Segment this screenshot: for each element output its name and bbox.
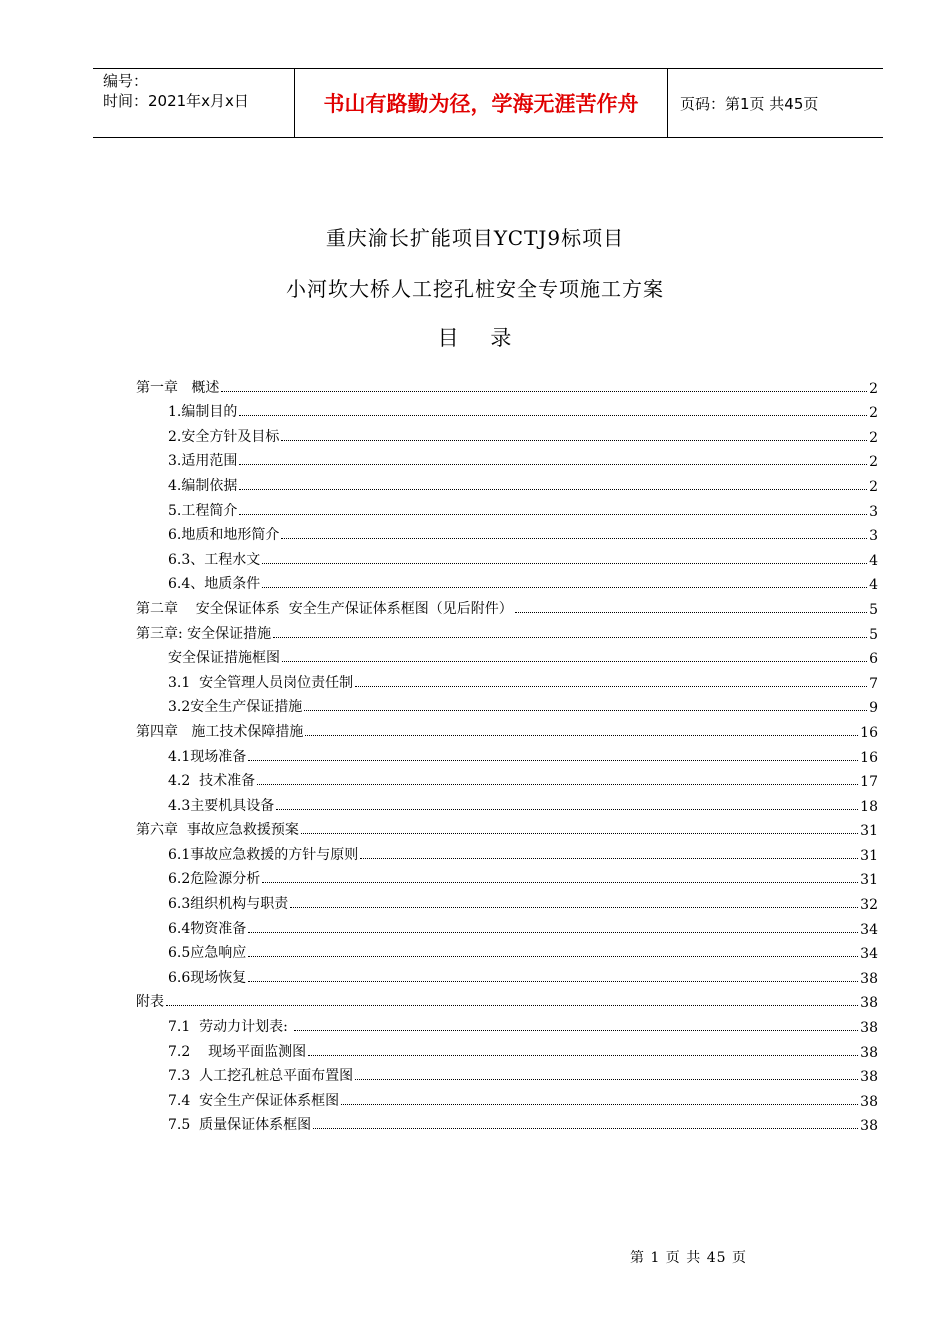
toc-leader-dots	[304, 709, 867, 711]
toc-entry[interactable]	[136, 888, 878, 913]
toc-leader-dots	[239, 463, 867, 465]
header-page-info: 页码：第1页 共45页	[680, 94, 819, 113]
toc-entry-page: 38	[860, 1020, 878, 1037]
toc-entry-page: 18	[860, 798, 878, 815]
toc-leader-dots	[248, 980, 858, 982]
toc-entry-label: 6.地质和地形简介	[168, 527, 280, 544]
toc-leader-dots	[239, 488, 867, 490]
toc-entry-page: 3	[869, 528, 878, 545]
toc-entry[interactable]	[136, 987, 878, 1012]
toc-leader-dots	[341, 1103, 858, 1105]
page-footer: 第 1 页 共 45 页	[630, 1250, 747, 1266]
toc-entry-label: 3.适用范围	[168, 453, 238, 470]
toc-entry-page: 34	[860, 921, 878, 938]
toc-entry[interactable]	[136, 1011, 878, 1036]
toc-entry-page: 5	[869, 601, 878, 618]
toc-entry-label: 第二章 安全保证体系 安全生产保证体系框图（见后附件）	[136, 600, 513, 617]
toc-entry-label: 4.2 技术准备	[168, 773, 256, 790]
toc-leader-dots	[282, 660, 867, 662]
toc-entry[interactable]	[136, 864, 878, 889]
toc-entry-page: 38	[860, 1118, 878, 1135]
toc-entry[interactable]	[136, 544, 878, 569]
toc-entry-label: 1.编制目的	[168, 404, 238, 421]
toc-entry[interactable]	[136, 839, 878, 864]
toc-leader-dots	[355, 1078, 858, 1080]
header-table	[93, 68, 883, 138]
toc-entry[interactable]	[136, 643, 878, 668]
toc-entry-label: 6.2危险源分析	[168, 871, 261, 888]
toc-entry-label: 6.1事故应急救援的方针与原则	[168, 846, 359, 863]
toc-leader-dots	[262, 562, 867, 564]
toc-entry-page: 38	[860, 1069, 878, 1086]
toc-entry-page: 4	[869, 577, 878, 594]
toc-entry-label: 4.3主要机具设备	[168, 797, 275, 814]
toc-entry[interactable]	[136, 372, 878, 397]
header-motto: 书山有路勤为径，学海无涯苦作舟	[295, 69, 668, 137]
toc-entry-label: 6.3组织机构与职责	[168, 896, 289, 913]
toc-entry-page: 31	[860, 823, 878, 840]
toc-entry[interactable]	[136, 520, 878, 545]
time-label: 时间：2021年x月x日	[103, 92, 249, 110]
toc-entry-page: 34	[860, 946, 878, 963]
toc-leader-dots	[273, 636, 867, 638]
toc-leader-dots	[515, 611, 867, 613]
document-title-line2: 小河坎大桥人工挖孔桩安全专项施工方案	[286, 277, 664, 301]
toc-entry-label: 6.3、工程水文	[168, 551, 261, 568]
toc-entry-label: 4.1现场准备	[168, 748, 247, 765]
table-of-contents	[136, 372, 878, 1134]
toc-entry[interactable]	[136, 1085, 878, 1110]
toc-entry-label: 第一章 概述	[136, 379, 220, 396]
toc-entry-page: 38	[860, 970, 878, 987]
toc-entry[interactable]	[136, 741, 878, 766]
toc-entry-page: 2	[869, 454, 878, 471]
toc-entry-label: 7.1 劳动力计划表:	[168, 1019, 293, 1036]
toc-entry-label: 第六章 事故应急救援预案	[136, 822, 299, 839]
toc-leader-dots	[276, 808, 858, 810]
toc-heading: 目 录	[437, 326, 513, 350]
toc-entry[interactable]	[136, 421, 878, 446]
toc-entry-page: 38	[860, 1044, 878, 1061]
toc-entry-label: 6.4、地质条件	[168, 576, 261, 593]
toc-entry-label: 第三章: 安全保证措施	[136, 625, 272, 642]
toc-entry-page: 16	[860, 724, 878, 741]
toc-entry-page: 2	[869, 405, 878, 422]
toc-entry-label: 7.2 现场平面监测图	[168, 1043, 307, 1060]
toc-entry-page: 3	[869, 503, 878, 520]
toc-entry-page: 2	[869, 380, 878, 397]
toc-entry-label: 5.工程简介	[168, 502, 238, 519]
toc-entry-label: 第四章 施工技术保障措施	[136, 723, 304, 740]
toc-entry-page: 4	[869, 552, 878, 569]
toc-entry-page: 7	[869, 675, 878, 692]
toc-entry[interactable]	[136, 913, 878, 938]
toc-entry-label: 6.5应急响应	[168, 945, 247, 962]
toc-entry[interactable]	[136, 1110, 878, 1135]
toc-leader-dots	[262, 881, 858, 883]
toc-leader-dots	[305, 734, 858, 736]
toc-entry[interactable]	[136, 1036, 878, 1061]
toc-entry-label: 3.1 安全管理人员岗位责任制	[168, 674, 354, 691]
toc-leader-dots	[301, 832, 858, 834]
toc-entry-page: 5	[869, 626, 878, 643]
toc-entry-page: 2	[869, 429, 878, 446]
toc-entry[interactable]	[136, 692, 878, 717]
toc-entry[interactable]	[136, 495, 878, 520]
toc-entry[interactable]	[136, 716, 878, 741]
toc-leader-dots	[248, 759, 858, 761]
toc-entry-page: 17	[860, 774, 878, 791]
toc-entry-label: 安全保证措施框图	[168, 650, 280, 667]
toc-leader-dots	[281, 439, 867, 441]
toc-leader-dots	[281, 537, 867, 539]
toc-entry-label: 6.4物资准备	[168, 920, 247, 937]
toc-entry[interactable]	[136, 397, 878, 422]
toc-leader-dots	[308, 1054, 858, 1056]
header-meta	[93, 69, 295, 137]
toc-entry-label: 7.5 质量保证体系框图	[168, 1117, 312, 1134]
toc-entry-label: 3.2安全生产保证措施	[168, 699, 303, 716]
toc-leader-dots	[239, 513, 867, 515]
toc-leader-dots	[290, 906, 858, 908]
toc-leader-dots	[355, 685, 867, 687]
toc-leader-dots	[313, 1127, 858, 1129]
toc-entry[interactable]	[136, 569, 878, 594]
toc-entry-label: 4.编制依据	[168, 477, 238, 494]
toc-leader-dots	[166, 1004, 858, 1006]
toc-entry-label: 6.6现场恢复	[168, 969, 247, 986]
toc-entry-page: 31	[860, 847, 878, 864]
toc-entry-page: 38	[860, 995, 878, 1012]
toc-entry-page: 16	[860, 749, 878, 766]
toc-entry-page: 6	[869, 651, 878, 668]
toc-entry-page: 32	[860, 897, 878, 914]
toc-entry-page: 2	[869, 478, 878, 495]
toc-leader-dots	[239, 414, 867, 416]
toc-entry-page: 31	[860, 872, 878, 889]
toc-entry-label: 2.安全方针及目标	[168, 428, 280, 445]
toc-entry[interactable]	[136, 938, 878, 963]
toc-entry[interactable]	[136, 470, 878, 495]
toc-leader-dots	[248, 955, 858, 957]
toc-leader-dots	[257, 783, 858, 785]
toc-entry[interactable]	[136, 667, 878, 692]
toc-entry-page: 9	[869, 700, 878, 717]
toc-entry[interactable]	[136, 815, 878, 840]
toc-entry[interactable]	[136, 593, 878, 618]
toc-leader-dots	[221, 390, 867, 392]
toc-entry-label: 附表	[136, 994, 164, 1011]
toc-entry[interactable]	[136, 790, 878, 815]
code-label: 编号：	[103, 72, 149, 90]
toc-leader-dots	[262, 586, 867, 588]
toc-entry-page: 38	[860, 1093, 878, 1110]
toc-entry[interactable]	[136, 446, 878, 471]
toc-leader-dots	[248, 931, 858, 933]
toc-entry[interactable]	[136, 766, 878, 791]
toc-leader-dots	[294, 1029, 858, 1031]
toc-entry-label: 7.4 安全生产保证体系框图	[168, 1092, 340, 1109]
toc-entry[interactable]	[136, 618, 878, 643]
toc-entry[interactable]	[136, 962, 878, 987]
toc-entry-label: 7.3 人工挖孔桩总平面布置图	[168, 1068, 354, 1085]
toc-entry[interactable]	[136, 1061, 878, 1086]
document-title-line1: 重庆渝长扩能项目YCTJ9标项目	[325, 226, 625, 250]
toc-leader-dots	[360, 857, 858, 859]
